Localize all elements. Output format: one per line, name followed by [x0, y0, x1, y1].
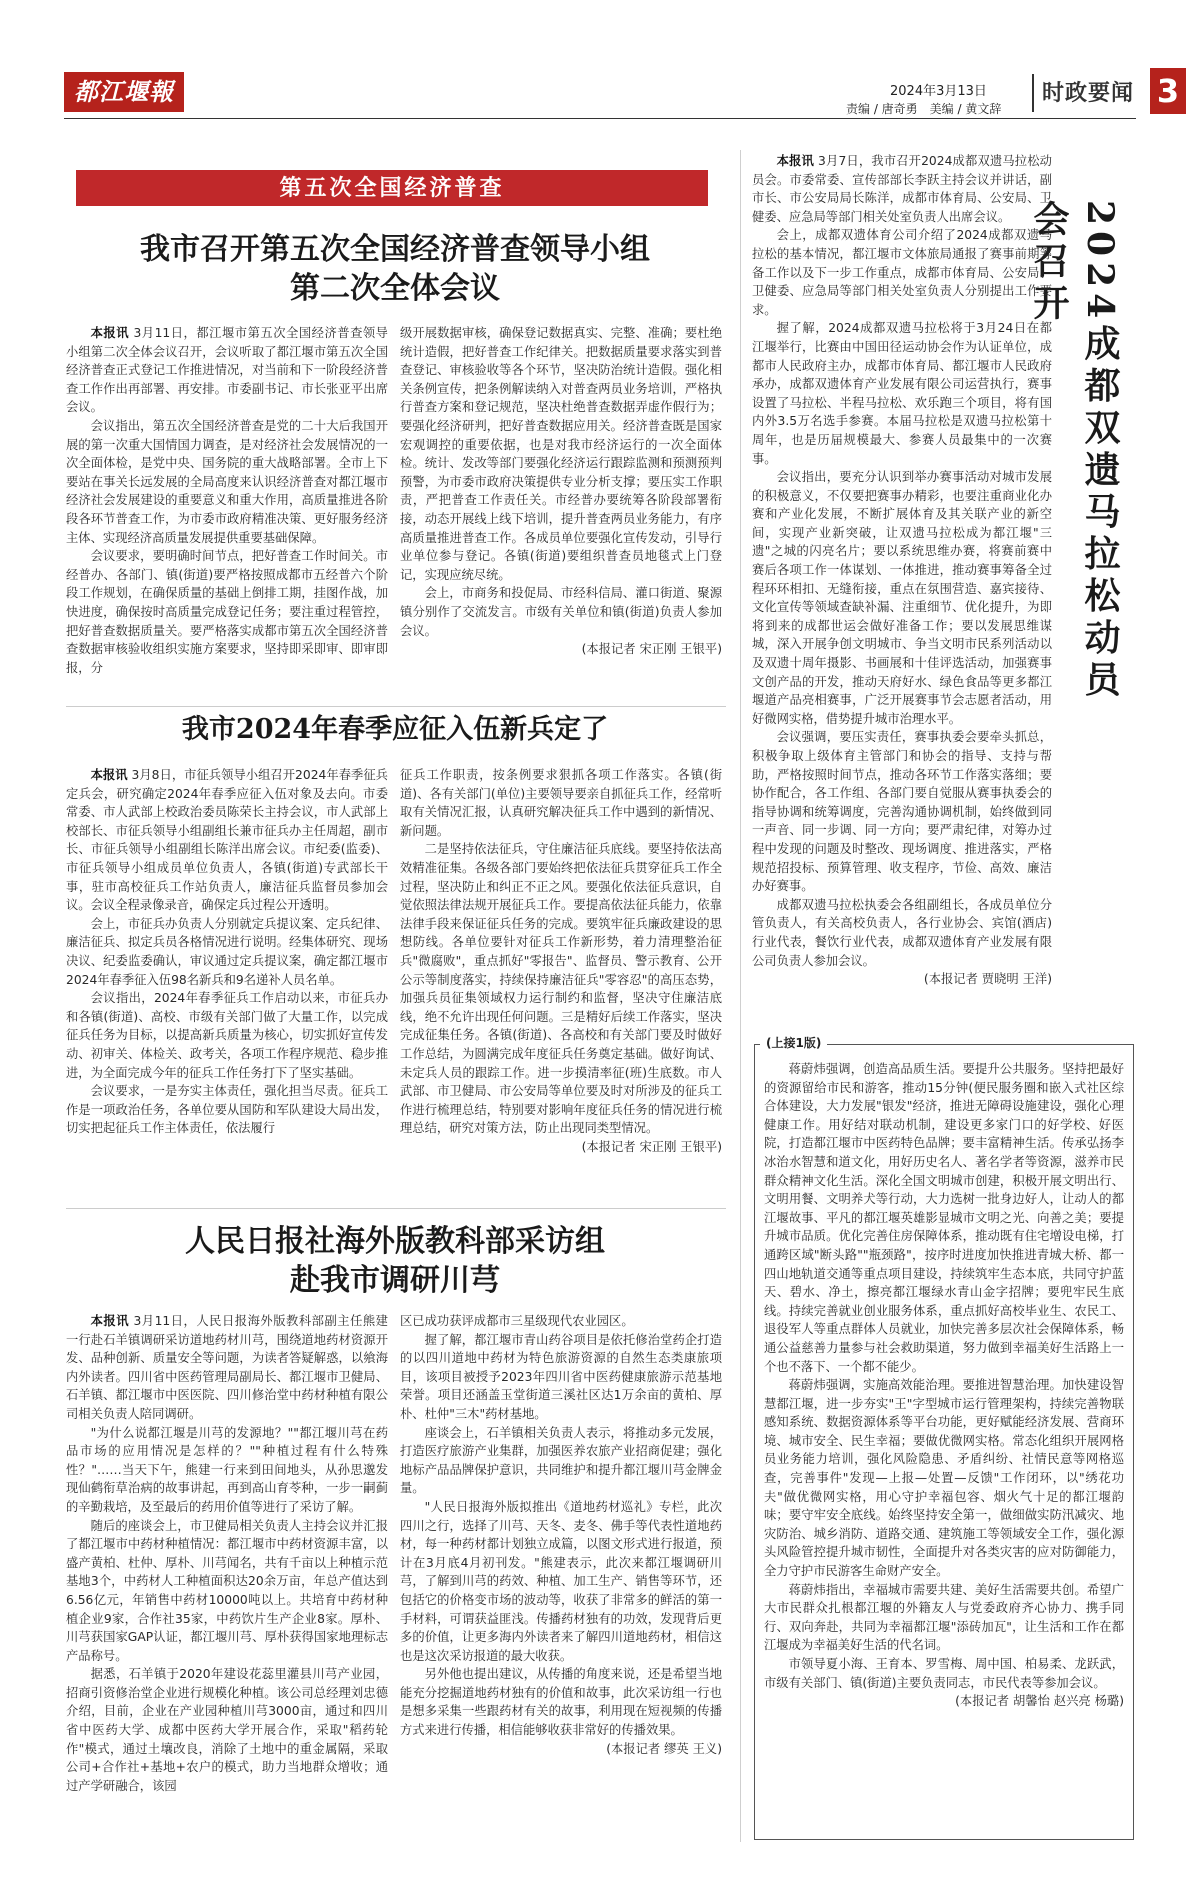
article3-byline: (本报记者 缪英 王义)	[606, 1741, 722, 1756]
continued-paragraph: 蒋蔚炜强调，创造高品质生活。要提升公共服务。坚持把最好的资源留给市民和游客，推动15分钟(便民服务圈和嵌入式社区综合体建设，大力发展"银发"经济，推进无障碍设施建设，强化心理健康工作。用好结对联动机制，建设更多家门口的好学校、好医院，打造都江堰市中医药特色品牌；要丰富精神生活。传承弘扬李冰治水智慧和道文化，用好历史名人、著名学者等资源，滋养市民群众精神文化生活。深化全国文明城市创建，积极开展文明出行、文明用餐、文明养犬等行动，大力选树一批身边好人，让动人的都江堰故事、平凡的都江堰英雄影显城市文明之光、向善之美；要提升城市品质。优化完善住房保障体系，推动既有住宅增设电梯，打通跨区域"断头路""瓶颈路"，按序时进度加快推进青城大桥、都一四山地轨道交通等重点项目建设，持续筑牢生态本底，共同守护蓝天、碧水、净土，擦亮都江堰绿水青山金字招牌；要兜牢民生底线。持续完善就业创业服务体系，重点抓好高校毕业生、农民工、退役军人等重点群体人员就业，加快完善多层次社会保障体系，畅通公益慈善力量参与社会救助渠道，努力做到幸福美好生活路上一个也不落下、一个都不能少。	[764, 1062, 1124, 1374]
article4-paragraph: 会议指出，要充分认识到举办赛事活动对城市发展的积极意义，不仅要把赛事办精彩，也要注重商业化办赛和产业化发展，不断扩展体育及其关联产业的新空间，实现产业新突破，让双遗马拉松成为都江堰"三遗"之城的闪亮名片；要以系统思维办赛，将赛前赛中赛后各项工作一体谋划、一体推进，推动赛事筹备全过程环环相扣、无缝衔接，重点在氛围营造、嘉宾接待、文化宣传等领域查缺补漏、注重细节、优化提升，为即将到来的成都世运会做好准备工作；要以发展思维谋城，深入开展争创文明城市、争当文明市民系列活动以及双遗十周年摄影、书画展和十佳评选活动，加强赛事文创产品的开发，推动天府好水、绿色食品等更多都江堰道产品亮相赛事，广泛开展赛事节会志愿者活动，用好微网实格，借势提升城市治理水平。	[752, 470, 1052, 726]
article3-paragraph: 据悉，石羊镇于2020年建设花蕊里灌县川芎产业园，招商引资修治堂企业进行规模化种植。该公司总经理刘忠德介绍，目前，企业在产业园种植川芎3000亩，通过和四川省中医药大学、成都中医药大学开展合作，采取"稻药轮作"模式，通过土壤改良，消除了土地中的重金属隔，采取公司+合作社+基地+农户的模式，助力当地群众增收；通过产学研融合，该园	[66, 1667, 388, 1793]
article1-column1	[66, 324, 388, 700]
article4-paragraph: 本报讯 3月7日，我市召开2024成都双遗马拉松动员会。市委常委、宣传部部长李跃主持会议并讲话，副市长、市公安局局长陈洋，成都市体育局、公安局、卫健委、应急局等部门相关处室负责人出席会议。	[752, 154, 1052, 224]
article2-paragraph: 会议要求，一是夯实主体责任，强化担当尽责。征兵工作是一项政治任务，各单位要从国防和军队建设大局出发，切实把起征兵工作主体责任，依法履行	[66, 1084, 388, 1136]
article2-lead: 本报讯	[90, 768, 128, 782]
continued-paragraph: 蒋蔚炜指出，幸福城市需要共建、美好生活需要共创。希望广大市民群众扎根都江堰的外籍友人与党委政府齐心协力、携手同行、双向奔赴，共同为幸福都江堰"添砖加瓦"，让生活和工作在都江堰成为幸福美好生活的代名词。	[764, 1582, 1124, 1653]
article2-paragraph: 会上，市征兵办负责人分别就定兵提议案、定兵纪律、廉洁征兵、拟定兵员各格情况进行说明。经集体研究、现场决议、纪委监委确认，审议通过定兵提议案，确定都江堰市2024年春季征入伍98名新兵和9名递补人员名单。	[66, 916, 388, 987]
article3-column2	[400, 1312, 722, 1842]
article-divider	[66, 1208, 726, 1209]
article1-paragraph: 会议指出，第五次全国经济普查是党的二十大后我国开展的第一次重大国情国力调查，是对经济社会发展情况的一次全面体检，是党中央、国务院的重大战略部署。全市上下要站在事关长远发展的全局高度来认识经济普查对都江堰市经济社会发展建设的重要意义和重大作用，高质量推进各阶段各环节普查工作，为市委市政府精准决策、更好服务经济主体、实现经济高质量发展提供重要基础保障。	[66, 418, 388, 545]
article1-title-line2: 第二次全体会议	[290, 271, 500, 306]
article4-body	[752, 152, 1052, 1030]
article3-lead: 本报讯	[90, 1314, 130, 1328]
continued-byline: (本报记者 胡馨怡 赵兴亮 杨璐)	[955, 1694, 1124, 1709]
article4-paragraph: 会上，成都双遗体育公司介绍了2024成都双遗马拉松的基本情况，都江堰市文体旅局通报了赛事前期筹备工作以及下一步工作重点，成都市体育局、公安局、卫健委、应急局等部门相关处室负责人分别提出工作要求。	[752, 228, 1052, 317]
article3-column1	[66, 1312, 388, 1842]
article3-paragraph: "为什么说都江堰是川芎的发源地？""都江堰川芎在药品市场的应用情况是怎样的？""种植过程有什么特殊性？"……当天下午，熊建一行来到田间地头，从孙思邈发现仙鹤衔草治病的故事讲起，再到高山育苓种，一步一嗣蓟的辛勤栽培，及至最后的药用价值等进行了采访了解。	[66, 1425, 388, 1514]
article4-vertical-headline: 2024成都双遗马拉松动员会召开	[1028, 200, 1121, 703]
article1-paragraph: 本报讯 3月11日，都江堰市第五次全国经济普查领导小组第二次全体会议召开，会议听取了都江堰市第五次全国经济普查正式登记工作推进情况，对当前和下一阶段经济普查工作作出再部署、再安排。市委副书记、市长张亚平出席会议。	[66, 326, 388, 415]
article4-paragraph: 握了解，2024成都双遗马拉松将于3月24日在都江堰举行，比赛由中国田径运动协会作为认证单位，成都市人民政府主办，成都市体育局、都江堰市人民政府承办，成都双遗体育产业发展有限公司运营执行，赛事设置了马拉松、半程马拉松、欢乐跑三个项目，将有国内外3.5万名选手参赛。本届马拉松是双遗马拉松第十周年，也是历届规模最大、参赛人员最集中的一次赛事。	[752, 321, 1052, 466]
article1-paragraph: 会议要求，要明确时间节点，把好普查工作时间关。市经普办、各部门、镇(街道)要严格按照成都市五经普六个阶段工作规划，在确保质量的基础上倒排工期，挂图作战，加快进度，确保按时高质量完成登记任务；要注重过程管控，把好普查数据质量关。要严格落实成都市第五次全国经济普查数据审核验收组织实施方案要求，坚持即采即审、即审即报，分	[66, 549, 388, 675]
section-title: 时政要闻	[1042, 81, 1135, 106]
article2-paragraph: 会议指出，2024年春季征兵工作启动以来，市征兵办和各镇(街道)、高校、市级有关部门做了大量工作，以完成征兵任务为目标，以提高新兵质量为核心，切实抓好宣传发动、初审关、体检关、政考关，各项工作程序规范、稳步推进，为全面完成今年的征兵工作任务打下了坚实基础。	[66, 991, 388, 1080]
column-separator	[740, 150, 741, 1842]
continued-paragraph: 市领导夏小海、王育本、罗雪梅、周中国、柏易柔、龙跃武，市级有关部门、镇(街道)主要负责同志，市民代表等参加会议。	[764, 1657, 1124, 1690]
article3-headline	[70, 1222, 720, 1300]
article-divider	[66, 706, 726, 707]
article3-paragraph: 区已成功获评成都市三星级现代农业园区。	[400, 1314, 634, 1328]
article1-byline: (本报记者 宋正刚 王银平)	[581, 642, 722, 657]
continued-paragraph: 蒋蔚炜强调，实施高效能治理。要推进智慧治理。加快建设智慧都江堰，进一步夯实"王"字型城市运行管理架构，持续完善物联感知系统、数据资源体系等平台功能，更好赋能经济发展、营商环境、城市安全、民生幸福；要做优微网实格。常态化组织开展网格员业务能力培训，强化风险隐患、矛盾纠纷、社情民意等网格巡查，完善事件"发现—上报—处置—反馈"工作闭环，以"绣花功夫"做优微网实格，用心守护幸福包容、烟火气十足的都江堰韵味；要守牢安全底线。始终坚持安全第一，做细做实防汛减灾、地灾防治、城乡消防、道路交通、建筑施工等领域安全工作，强化源头风险管控提升城市韧性，全面提升对各类灾害的应对防御能力，全力守护市民游客生命财产安全。	[764, 1378, 1124, 1579]
continued-body	[764, 1060, 1124, 1834]
article2-column2	[400, 766, 722, 1202]
article2-headline: 我市2024年春季应征入伍新兵定了	[181, 714, 609, 745]
article1-paragraph: 级开展数据审核，确保登记数据真实、完整、准确；要杜绝统计造假，把好普查工作纪律关。把数据质量要求落实到普查登记、审核验收等各个环节，坚决防治统计造假。强化相关条例宣传，把条例解读纳入对普查两员业务培训，严格执行普查方案和登记规范，坚决杜绝普查数据弄虚作假行为；要强化经济研判，把好普查数据应用关。经济普查既是国家宏观调控的重要依据，也是对我市经济运行的一次全面体检。统计、发改等部门要强化经济运行跟踪监测和预测预判预警，为市委市政府决策提供专业分析支撑；要压实工作职责，严把普查工作责任关。市经普办要统筹各阶段部署衔接，动态开展线上线下培训，提升普查两员业务能力，有序高质量推进普查工作。各成员单位要强化宣传发动，引导行业单位参与登记。各镇(街道)要组织普查员地毯式上门登记，实现应统尽统。	[400, 326, 722, 582]
issue-date: 2024年3月13日	[890, 84, 987, 99]
editors-credit: 责编 / 唐奇勇 美编 / 黄文辞	[846, 102, 1002, 116]
article4-byline: (本报记者 贾晓明 王洋)	[923, 972, 1052, 987]
topic-ribbon: 第五次全国经济普查	[76, 170, 708, 206]
article2-byline: (本报记者 宋正刚 王银平)	[581, 1139, 722, 1154]
article1-column2	[400, 324, 722, 700]
article4-lead: 本报讯	[776, 154, 814, 168]
page-number: 3	[1150, 68, 1186, 114]
article3-paragraph: 座谈会上，石羊镇相关负责人表示，将推动多元发展，打造医疗旅游产业集群，加强医养农旅产业招商促建；强化地标产品品牌保护意识，共同维护和提升都江堰川芎金牌金量。	[400, 1425, 722, 1496]
article4-paragraph: 成都双遗马拉松执委会各组副组长，各成员单位分管负责人，有关高校负责人，各行业协会、宾馆(酒店)行业代表，餐饮行业代表，成都双遗体育产业发展有限公司负责人参加会议。	[752, 897, 1052, 968]
article3-title-line1: 人民日报社海外版教科部采访组	[185, 1224, 605, 1259]
article4-paragraph: 会议强调，要压实责任，赛事执委会要牵头抓总，积极争取上级体育主管部门和协会的指导、支持与帮助，严格按照时间节点，推动各环节工作落实落细；要协作配合，各工作组、各部门要自觉服从赛事执委会的指导协调和统筹调度，完善沟通协调机制，始终做到同一声音、同一步调、同一方向；要严肃纪律，对筹办过程中发现的问题及时整改、现场调度、推进落实，严格规范招投标、预算管理、收支程序，节俭、高效、廉洁办好赛事。	[752, 730, 1052, 894]
article3-paragraph: 另外他也提出建议，从传播的角度来说，还是希望当地能充分挖掘道地药材独有的价值和故事，此次采访组一行也是想多采集一些跟药材有关的故事，利用现在短视频的传播方式来进行传播，相信能够收获非常好的传播效果。	[400, 1667, 722, 1738]
article3-paragraph: 随后的座谈会上，市卫健局相关负责人主持会议并汇报了都江堰市中药材种植情况：都江堰市中药材资源丰富，以盛产黄柏、杜仲、厚朴、川芎闻名，共有千亩以上种植示范基地3个，中药材人工种植面积达20余万亩，年总产值达到6.56亿元，年销售中药材10000吨以上。共培育中药材种植企业9家，合作社35家，中药饮片生产企业8家。厚朴、川芎获国家GAP认证，都江堰川芎、厚朴获得国家地理标志产品称号。	[66, 1518, 388, 1663]
article3-paragraph: "人民日报海外版拟推出《道地药材巡礼》专栏，此次四川之行，选择了川芎、天冬、麦冬、佛手等代表性道地药材，每一种药材都计划独立成篇，以图文形式进行报道，预计在3月底4月初刊发。"熊建表示，此次来都江堰调研川芎，了解到川芎的药效、种植、加工生产、销售等环节，还包括它的价格变市场的波动等，收获了非常多的鲜活的第一手材料，可谓获益匪浅。传播药材独有的功效，发现背后更多的价值，让更多海内外读者来了解四川道地药材，相信这也是这次采访报道的最大收获。	[400, 1499, 722, 1663]
article2-paragraph: 二是坚持依法征兵，守住廉洁征兵底线。要坚持依法高效精准征集。各级各部门要始终把依法征兵贯穿征兵工作全过程，坚决防止和纠正不正之风。要强化依法征兵意识，自觉依照法律法规开展征兵工作。要提高依法征兵能力，依靠法律手段来保证征兵任务的完成。要筑牢征兵廉政建设的思想防线。各单位要针对征兵工作新形势，着力清理整治征兵"微腐败"，重点抓好"零报告"、监督员、警示教育、公开公示等制度落实，持续保持廉洁征兵"零容忍"的高压态势，加强兵员征集领域权力运行制约和监督，坚决守住廉洁底线，绝不允许出现任何问题。三是精好后续工作落实，坚决完成征集任务。各镇(街道)、各高校和有关部门要及时做好工作总结，为圆满完成年度征兵任务奠定基础。做好询试、未定兵人员的跟踪工作。进一步摸清率征(班)生底数。市人武部、市卫健局、市公安局等单位要及时对所涉及的征兵工作进行梳理总结，特别要对影响年度征兵任务的情况进行梳理总结，研究对策方法，防止出现同类型情况。	[400, 842, 722, 1136]
article1-headline	[70, 230, 720, 308]
article2-column1	[66, 766, 388, 1202]
article3-paragraph: 本报讯 3月11日，人民日报海外版教科部副主任熊建一行赴石羊镇调研采访道地药材川芎，围绕道地药材资源开发、品种创新、质量安全等问题，为读者答疑解惑，以飨海内外读者。四川省中医药管理局副局长、都江堰市卫健局、石羊镇、都江堰市中医医院、四川修治堂中药材种植有限公司相关负责人陪同调研。	[66, 1314, 388, 1421]
article2-paragraph: 本报讯 3月8日，市征兵领导小组召开2024年春季征兵定兵会，研究确定2024年春季应征入伍对象及去向。市委常委、市人武部上校政治委员陈荣长主持会议，市人武部上校部长、市征兵领导小组副组长兼市征兵办主任周超，副市长、市征兵领导小组副组长陈洋出席会议。市纪委(监委)、市征兵领导小组成员单位负责人，各镇(街道)专武部长干事，驻市高校征兵工作站负责人，廉洁征兵监督员参加会议。会议全程录像录音，确保定兵过程公开透明。	[66, 768, 388, 913]
article1-paragraph: 会上，市商务和投促局、市经科信局、灌口街道、聚源镇分别作了交流发言。市级有关单位和镇(街道)负责人参加会议。	[400, 586, 722, 638]
article2-paragraph: 征兵工作职责，按条例要求狠抓各项工作落实。各镇(街道)、各有关部门(单位)主要领导要亲自抓征兵工作，经常听取有关情况汇报，认真研究解决征兵工作中遇到的新情况、新问题。	[400, 768, 722, 838]
continued-tag: (上接1版)	[760, 1034, 827, 1051]
article3-title-line2: 赴我市调研川芎	[290, 1263, 500, 1298]
article3-paragraph: 握了解，都江堰市青山药谷项目是依托修治堂药企打造的以四川道地中药材为特色旅游资源的自然生态类康旅项目，该项目被授予2023年四川省中医药健康旅游示范基地荣誉。项目还涵盖玉堂街道三溪社区达1万余亩的黄柏、厚朴、杜仲"三木"药材基地。	[400, 1332, 722, 1421]
masthead-divider	[1032, 74, 1034, 112]
newspaper-logo: 都江堰報	[64, 72, 184, 112]
masthead	[64, 66, 1180, 119]
article1-lead: 本报讯	[90, 326, 130, 340]
article1-title-line1: 我市召开第五次全国经济普查领导小组	[140, 232, 650, 267]
